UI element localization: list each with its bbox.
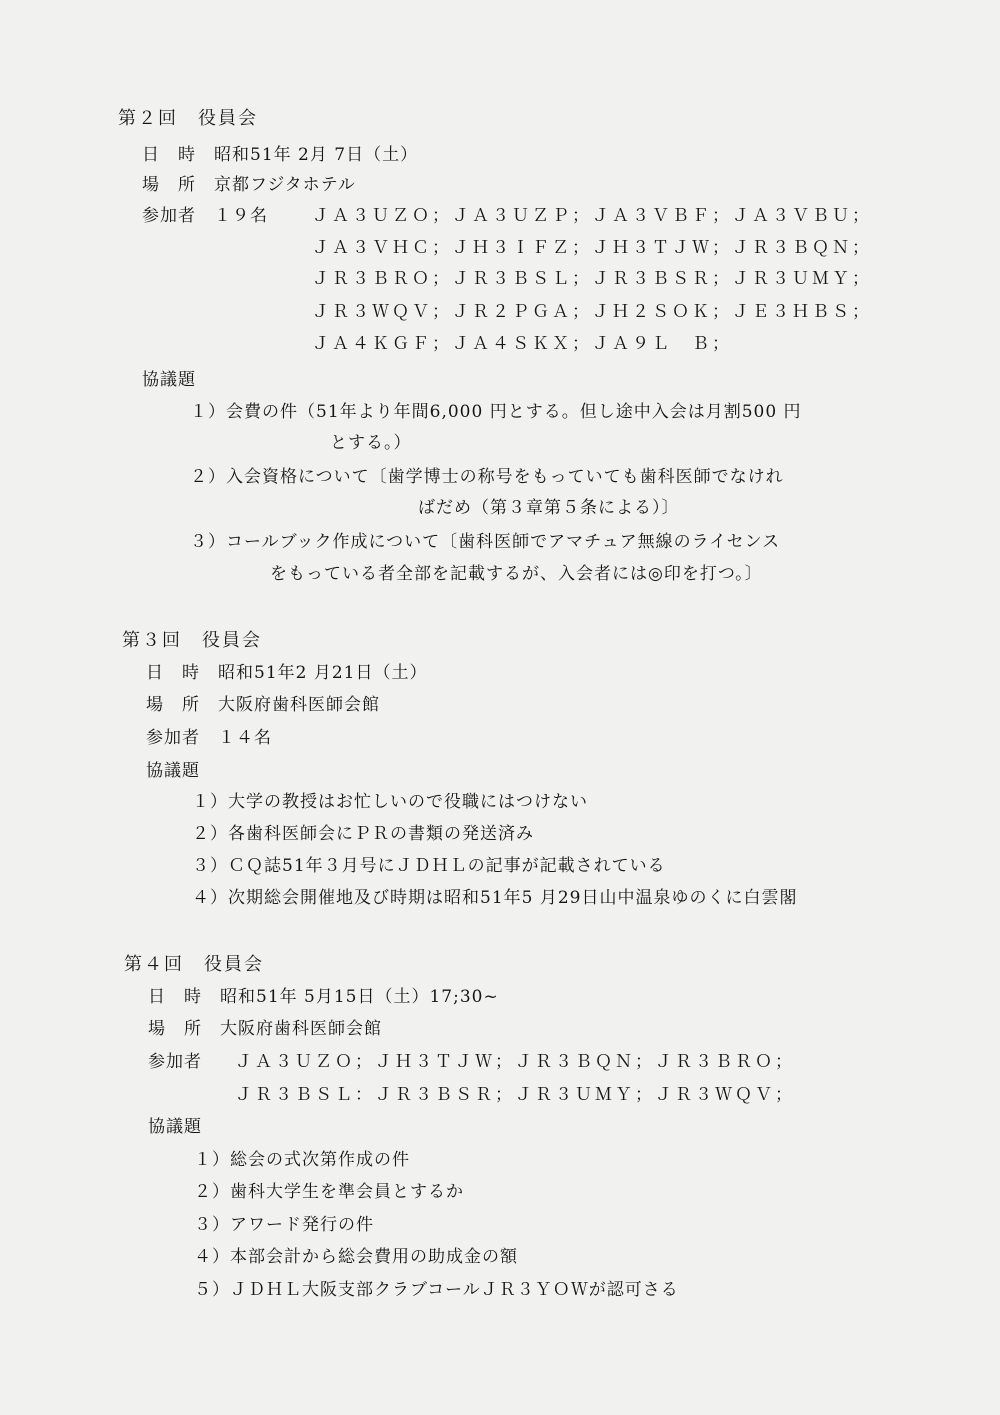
section2-callsigns-line-1: ＪＡ３ＵＺＯ；ＪＡ３ＵＺＰ；ＪＡ３ＶＢＦ；ＪＡ３ＶＢＵ； bbox=[312, 206, 872, 226]
section2-item-3: ３）コールブック作成について〔歯科医師でアマチュア無線のライセンス bbox=[190, 532, 781, 552]
section2-title: 第２回 役員会 bbox=[118, 108, 258, 129]
section4-callsigns-line-1: ＪＡ３ＵＺＯ；ＪＨ３ＴＪＷ；ＪＲ３ＢＱＮ；ＪＲ３ＢＲＯ； bbox=[235, 1052, 795, 1072]
section4-item-4: ４）本部会計から総会費用の助成金の額 bbox=[194, 1247, 518, 1267]
section3-attendees-label: 参加者 １４名 bbox=[146, 728, 272, 748]
section2-date: 日 時 昭和51年 2月 7日（土） bbox=[142, 145, 419, 165]
section2-item-1: １）会費の件（51年より年間6,000 円とする。但し途中入会は月割500 円 bbox=[190, 402, 802, 422]
section3-item-3: ３）ＣＱ誌51年３月号にＪＤＨＬの記事が記載されている bbox=[192, 856, 666, 876]
section4-item-3: ３）アワード発行の件 bbox=[194, 1215, 374, 1235]
section4-item-1: １）総会の式次第作成の件 bbox=[194, 1150, 410, 1170]
section2-place: 場 所 京都フジタホテル bbox=[142, 175, 356, 195]
section2-callsigns-line-5: ＪＡ４ＫＧＦ；ＪＡ４ＳＫＸ；ＪＡ９Ｌ Ｂ； bbox=[312, 334, 732, 354]
section4-title: 第４回 役員会 bbox=[124, 954, 264, 975]
section2-agenda-label: 協議題 bbox=[142, 370, 196, 390]
section3-agenda-label: 協議題 bbox=[146, 761, 200, 781]
section2-attendees-label: 参加者 １９名 bbox=[142, 206, 268, 226]
section3-item-4: ４）次期総会開催地及び時期は昭和51年5 月29日山中温泉ゆのくに白雲閣 bbox=[192, 888, 798, 908]
section2-callsigns-line-3: ＪＲ３ＢＲＯ；ＪＲ３ＢＳＬ；ＪＲ３ＢＳＲ；ＪＲ３ＵＭＹ； bbox=[312, 269, 872, 289]
section4-callsigns-line-2: ＪＲ３ＢＳＬ：ＪＲ３ＢＳＲ；ＪＲ３ＵＭＹ；ＪＲ３ＷＱＶ； bbox=[235, 1085, 795, 1105]
section4-place: 場 所 大阪府歯科医師会館 bbox=[148, 1019, 382, 1039]
section2-callsigns-line-4: ＪＲ３ＷＱＶ；ＪＲ２ＰＧＡ；ＪＨ２ＳＯＫ；ＪＥ３ＨＢＳ； bbox=[312, 302, 872, 322]
section3-date: 日 時 昭和51年2 月21日（土） bbox=[146, 663, 428, 683]
section2-item-3-cont: をもっている者全部を記載するが、入会者には◎印を打つ。〕 bbox=[270, 564, 763, 584]
section3-title: 第３回 役員会 bbox=[122, 630, 262, 651]
section2-callsigns-line-2: ＪＡ３ＶＨＣ；ＪＨ３ＩＦＺ；ＪＨ３ＴＪＷ；ＪＲ３ＢＱＮ； bbox=[312, 238, 872, 258]
section4-agenda-label: 協議題 bbox=[148, 1117, 202, 1137]
section4-attendees-label: 参加者 bbox=[148, 1052, 202, 1072]
section2-item-2-cont: ばだめ（第３章第５条による）〕 bbox=[418, 498, 680, 518]
section4-date: 日 時 昭和51年 5月15日（土）17;30~ bbox=[148, 987, 499, 1007]
section2-item-2: ２）入会資格について〔歯学博士の称号をもっていても歯科医師でなけれ bbox=[190, 467, 784, 487]
section4-item-2: ２）歯科大学生を準会員とするか bbox=[194, 1182, 464, 1202]
section2-item-1-cont: とする。） bbox=[330, 433, 412, 453]
section3-item-1: １）大学の教授はお忙しいので役職にはつけない bbox=[192, 792, 588, 812]
section3-place: 場 所 大阪府歯科医師会館 bbox=[146, 695, 380, 715]
section3-item-2: ２）各歯科医師会にＰＲの書類の発送済み bbox=[192, 824, 534, 844]
section4-item-5: ５）ＪＤＨＬ大阪支部クラブコールＪＲ３ＹＯＷが認可さる bbox=[194, 1280, 679, 1300]
